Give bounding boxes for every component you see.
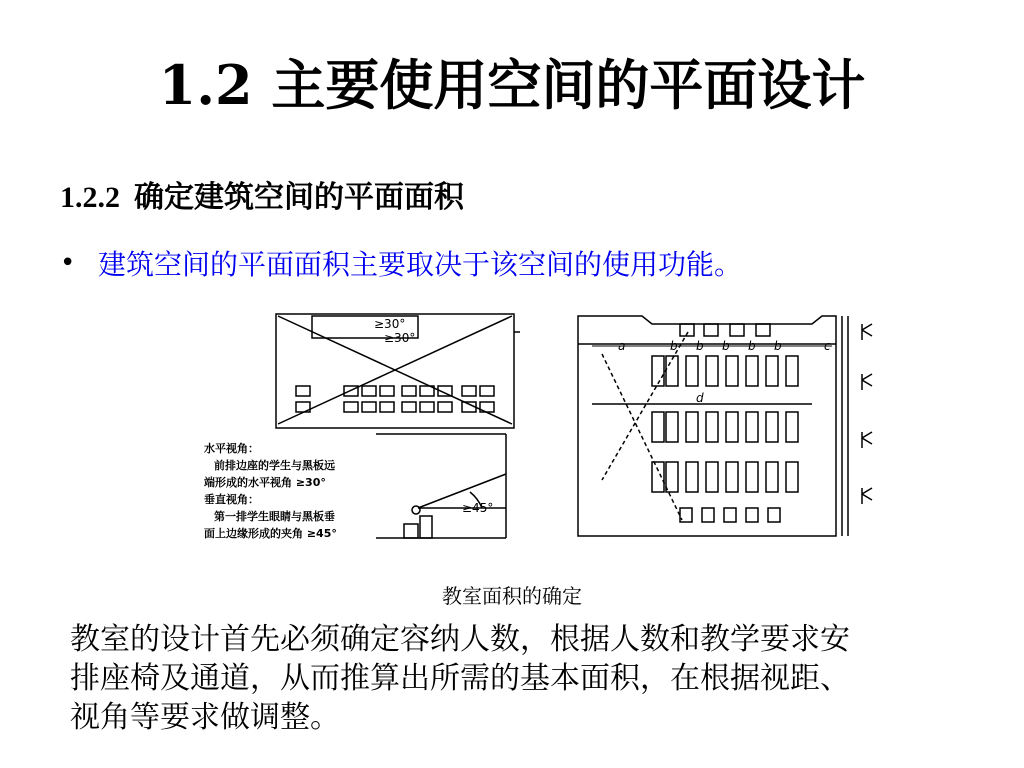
- section-number: 1.2.2: [60, 181, 120, 214]
- note-line: 面上边缘形成的夹角 ≥45°: [204, 527, 337, 540]
- dimension-label: c: [824, 339, 831, 353]
- note-line: 前排边座的学生与黑板远: [214, 459, 335, 472]
- dimension-label: b: [774, 339, 782, 353]
- desk-block: [652, 462, 798, 492]
- desk-block: [652, 412, 798, 442]
- angle-label: ≥30°: [374, 317, 406, 331]
- body-paragraph: [70, 620, 970, 737]
- figure-caption: 教室面积的确定: [442, 584, 582, 608]
- front-chairs: [680, 324, 770, 336]
- dimension-label: b: [696, 339, 704, 353]
- desk-group: [296, 386, 494, 412]
- sight-angle-diagram: [200, 312, 520, 544]
- note-line: 水平视角：: [204, 442, 259, 455]
- dimension-label: d: [696, 391, 704, 405]
- body-line: 教室的设计首先必须确定容纳人数，根据人数和教学要求安: [70, 622, 850, 657]
- dimension-label: a: [618, 339, 626, 353]
- bullet-icon: •: [60, 248, 76, 278]
- dimension-label: b: [722, 339, 730, 353]
- note-line: 端形成的水平视角 ≥30°: [204, 476, 326, 489]
- slide-title: 1.2 主要使用空间的平面设计: [158, 53, 866, 117]
- section-title: 确定建筑空间的平面面积: [134, 180, 464, 215]
- section-heading: [60, 172, 464, 216]
- dimension-label: b: [670, 339, 678, 353]
- body-line: 排座椅及通道，从而推算出所需的基本面积，在根据视距、: [70, 661, 850, 696]
- desk-block: [652, 356, 798, 386]
- dimension-label: b: [748, 339, 756, 353]
- body-line: 视角等要求做调整。: [70, 700, 340, 735]
- bullet-text: 建筑空间的平面面积主要取决于该空间的使用功能。: [98, 248, 743, 281]
- note-line: 第一排学生眼睛与黑板垂: [214, 510, 335, 523]
- bullet-point: [60, 243, 742, 283]
- back-chairs: [680, 508, 780, 522]
- angle-label: ≥30°: [384, 331, 416, 345]
- note-line: 垂直视角：: [204, 493, 259, 506]
- classroom-layout-plan: [572, 310, 882, 542]
- window-markers: [862, 324, 872, 504]
- angle-label: ≥45°: [462, 501, 494, 515]
